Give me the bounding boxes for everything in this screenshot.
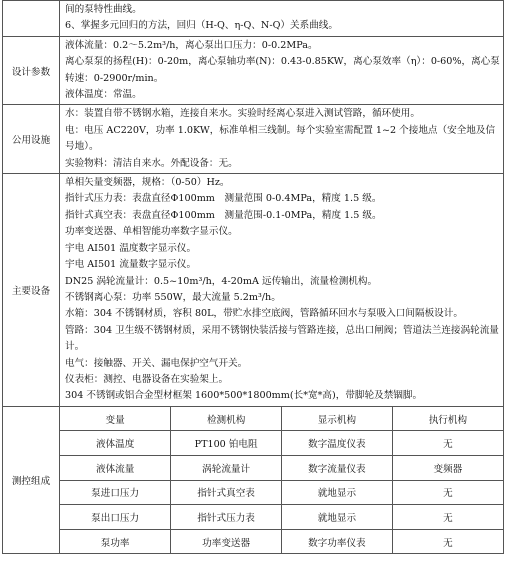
control-header: 执行机构: [392, 407, 503, 431]
control-cell: 数字功率仪表: [282, 529, 393, 553]
control-cell: 就地显示: [282, 505, 393, 530]
intro-line: 6、掌握多元回归的方法，回归（H-Q、η-Q、N-Q）关系曲线。: [65, 20, 338, 32]
equipment-line: 不锈钢离心泵：功率 550W，最大流量 5.2m³/h。: [65, 291, 281, 303]
equipment-line: 宇电 AI501 温度数字显示仪。: [65, 242, 197, 254]
intro-row: [3, 1, 504, 37]
control-header: 显示机构: [282, 407, 393, 431]
control-cell: 变频器: [392, 455, 503, 480]
control-cell: 无: [392, 529, 503, 553]
control-cell: 无: [392, 480, 503, 505]
utilities-line: 电：电压 AC220V，功率 1.0KW，标准单相三线制。每个实验室需配置 1~2 个接地点（安全地及信号地）。: [65, 124, 496, 153]
equipment-line: 电气：接触器、开关、漏电保护空气开关。: [65, 357, 248, 369]
equipment-line: 304 不锈钢或铝合金型材框架 1600*500*1800mm(长*宽*高)，带脚轮及禁锢脚。: [65, 390, 423, 402]
equipment-line: 功率变送器、单相智能功率数字显示仪。: [65, 226, 238, 238]
design-label: 设计参数: [3, 36, 60, 105]
control-cell: 液体流量: [60, 455, 171, 480]
control-cell: 泵出口压力: [60, 505, 171, 530]
intro-content: [60, 1, 504, 37]
intro-line: 间的泵特性曲线。: [65, 4, 142, 15]
design-line: 液体流量：0.2～5.2m³/h，离心泵出口压力：0-0.2MPa。: [65, 39, 318, 51]
table-row: [60, 480, 503, 505]
utilities-row: [3, 105, 504, 174]
control-content: [60, 406, 504, 554]
equipment-line: 指针式压力表：表盘直径Φ100mm 测量范围 0-0.4MPa，精度 1.5 级。: [65, 193, 382, 205]
table-row: [60, 529, 503, 553]
table-row: [60, 431, 503, 456]
control-cell: 泵功率: [60, 529, 171, 553]
control-cell: 指针式真空表: [171, 480, 282, 505]
utilities-line: 水：装置自带不锈钢水箱，连接自来水。实验时经离心泵进入测试管路，循环使用。: [65, 108, 420, 120]
table-row: [60, 455, 503, 480]
design-row: [3, 36, 504, 105]
control-header: 变量: [60, 407, 171, 431]
intro-category-cell: [3, 1, 60, 37]
control-header-row: [60, 407, 503, 431]
equipment-line: 管路：304 卫生级不锈钢材质，采用不锈钢快装活接与管路连接，总出口闸阀；管道法兰连接涡轮流量计。: [65, 324, 499, 353]
utilities-content: [60, 105, 504, 174]
control-table: [60, 407, 503, 554]
equipment-content: [60, 174, 504, 407]
equipment-row: [3, 174, 504, 407]
equipment-line: 指针式真空表：表盘直径Φ100mm 测量范围-0.1-0MPa，精度 1.5 级。: [65, 209, 382, 221]
control-cell: 数字温度仪表: [282, 431, 393, 456]
control-cell: 液体温度: [60, 431, 171, 456]
equipment-line: 宇电 AI501 流量数字显示仪。: [65, 259, 197, 271]
control-cell: 数字流量仪表: [282, 455, 393, 480]
equipment-line: 仪表柜：测控、电器设备在实验架上。: [65, 373, 229, 385]
spec-table: [2, 0, 504, 554]
equipment-label: 主要设备: [3, 174, 60, 407]
control-label: 测控组成: [3, 406, 60, 554]
utilities-line: 实验物料：清洁自来水。外配设备：无。: [65, 157, 238, 169]
equipment-line: 水箱：304 不锈钢材质，容积 80L，带贮水排空底阀，管路循环回水与泵吸入口间隔板设计。: [65, 308, 463, 320]
utilities-label: 公用设施: [3, 105, 60, 174]
equipment-line: 单相矢量变频器，规格：（0-50）Hz。: [65, 177, 230, 189]
control-cell: 就地显示: [282, 480, 393, 505]
design-line: 离心泵泵的扬程(H)：0-20m，离心泵轴功率(N)：0.43-0.85KW，离心泵效率（η）：0-60%，离心泵转速：0-2900r/min。: [65, 56, 500, 84]
control-cell: 无: [392, 505, 503, 530]
control-cell: 无: [392, 431, 503, 456]
table-row: [60, 505, 503, 530]
design-line: 液体温度：常温。: [65, 89, 142, 101]
control-cell: 泵进口压力: [60, 480, 171, 505]
control-cell: 功率变送器: [171, 529, 282, 553]
equipment-line: DN25 涡轮流量计：0.5~10m³/h，4-20mA 远传输出，流量检测机构。: [65, 275, 378, 287]
control-cell: 指针式压力表: [171, 505, 282, 530]
control-cell: PT100 铂电阻: [171, 431, 282, 456]
design-content: [60, 36, 504, 105]
control-cell: 涡轮流量计: [171, 455, 282, 480]
control-row: [3, 406, 504, 554]
control-header: 检测机构: [171, 407, 282, 431]
